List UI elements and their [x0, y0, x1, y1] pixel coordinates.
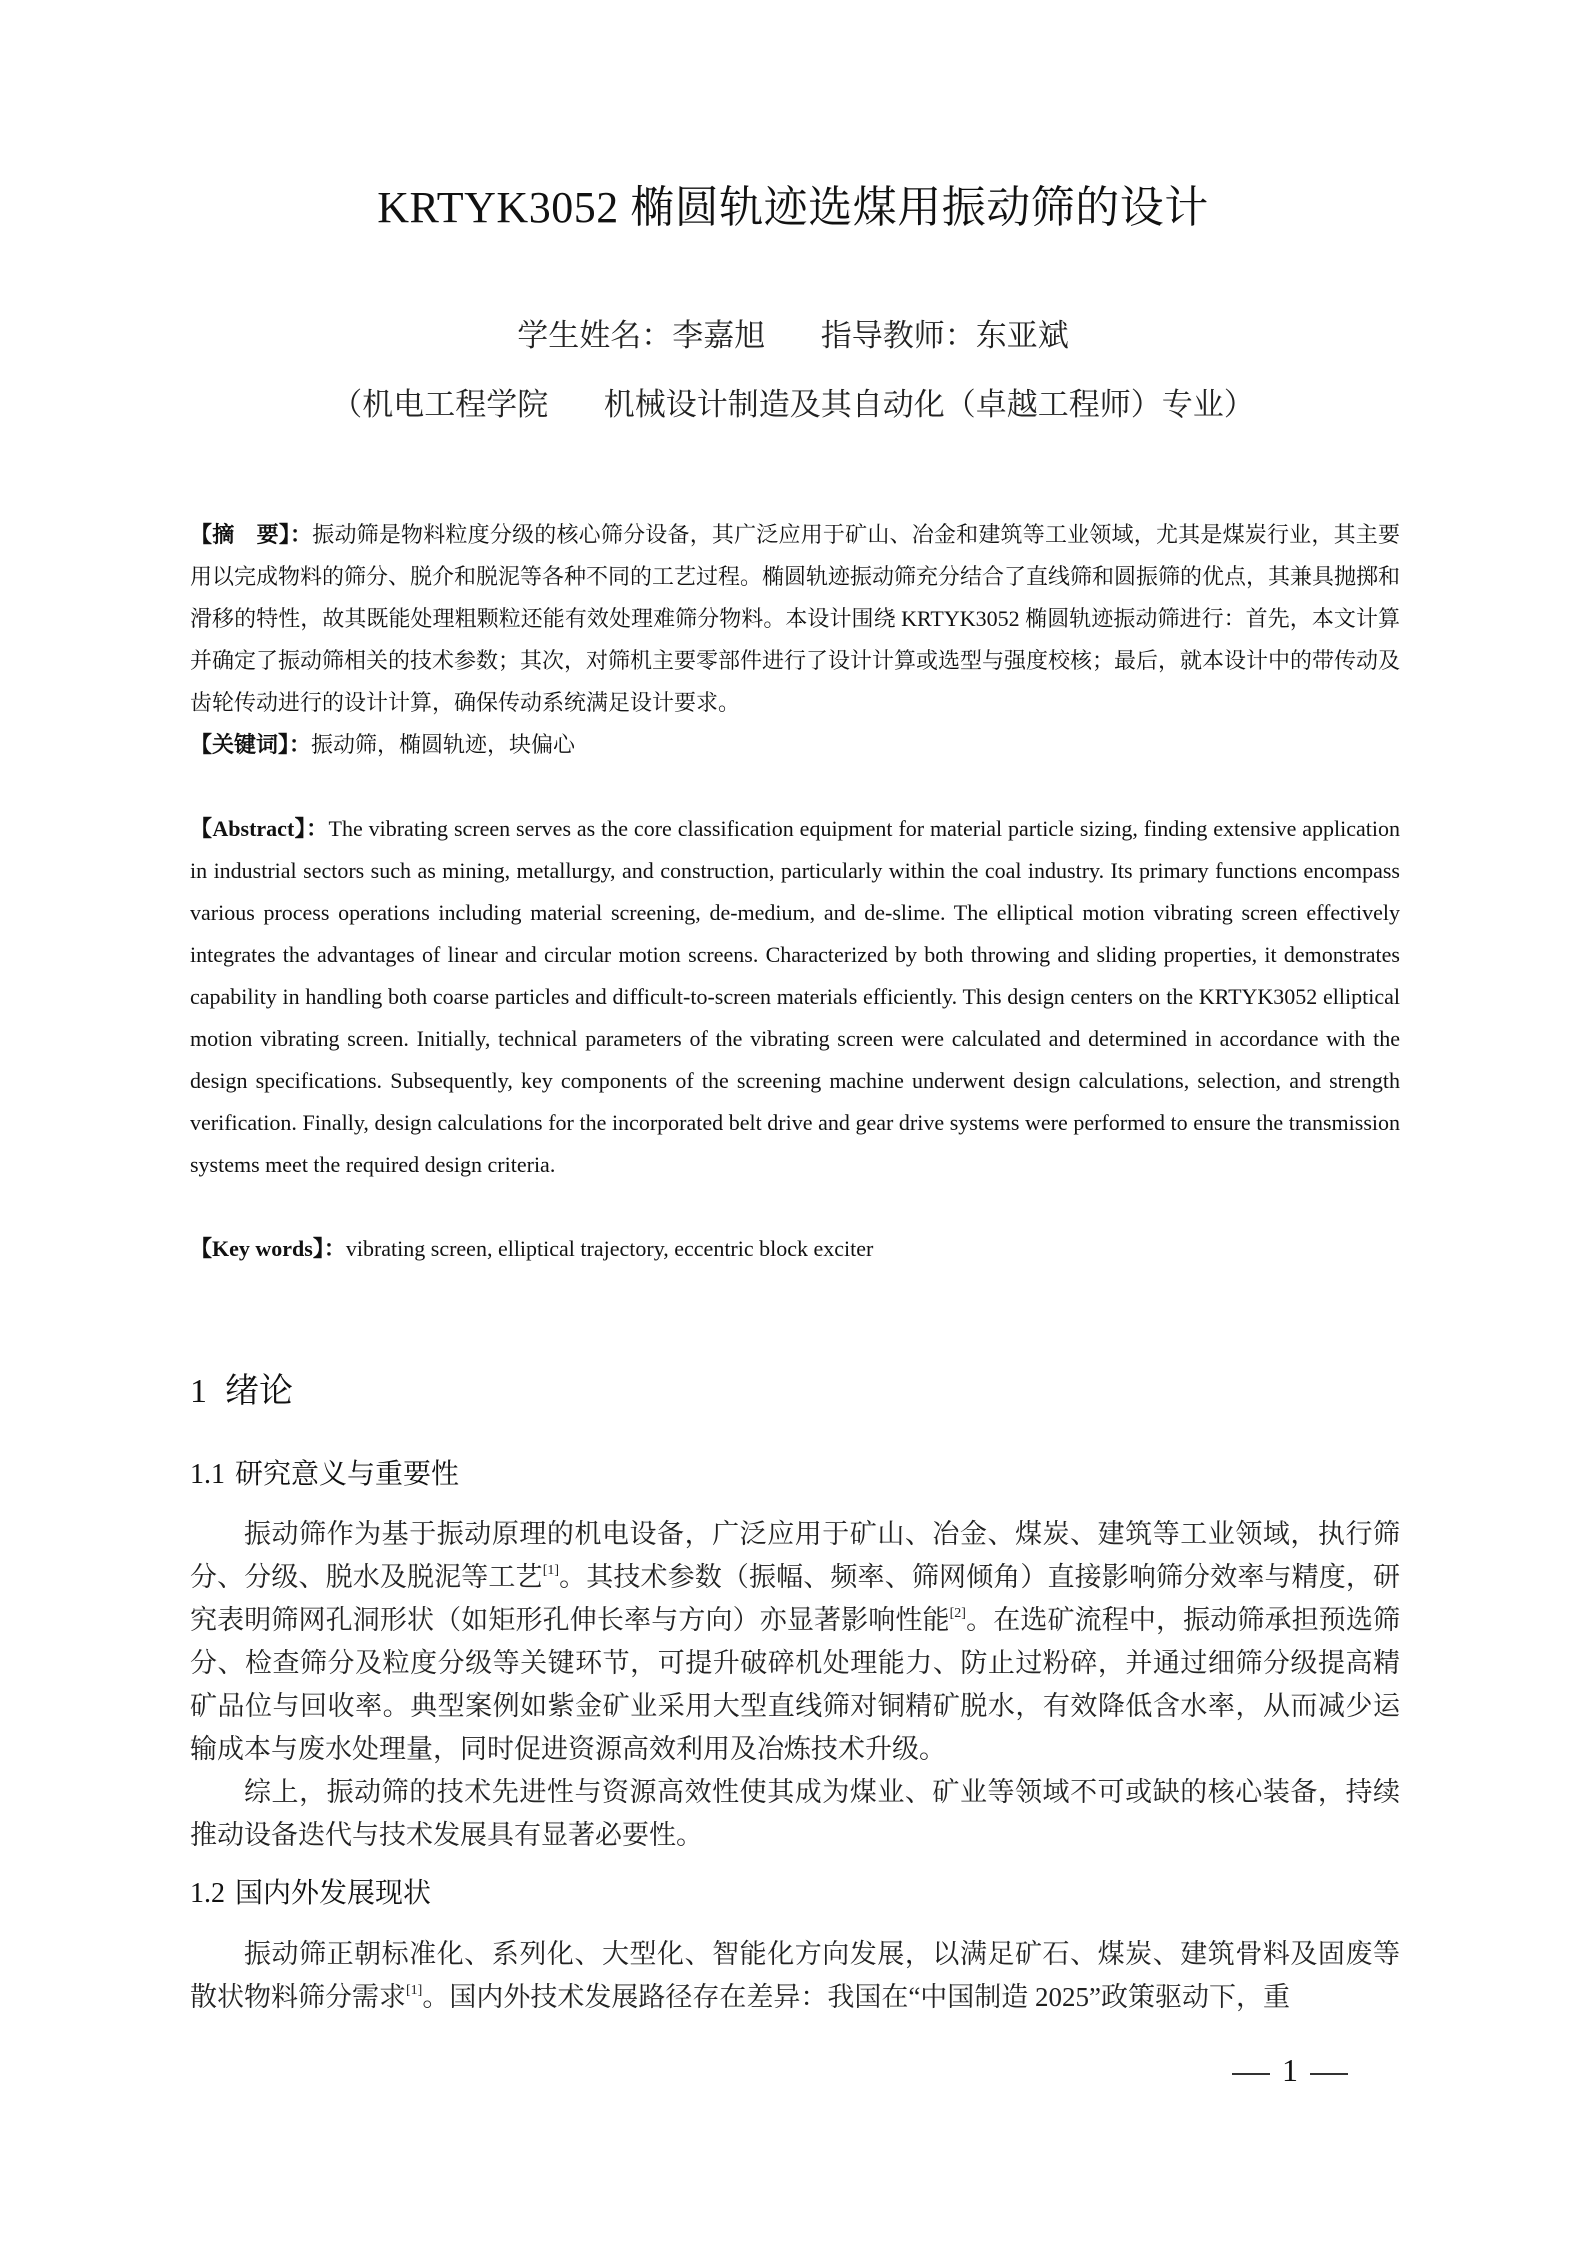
paragraph [190, 1513, 1400, 1771]
dash-decoration [1232, 2073, 1270, 2075]
page-number [1220, 2050, 1360, 2090]
paper-title: KRTYK3052 椭圆轨迹选煤用振动筛的设计 [377, 183, 1209, 232]
keywords-en-label: 【Key words】： [190, 1236, 346, 1261]
advisor-label: 指导教师： [820, 318, 976, 353]
citation[interactable]: [1] [542, 1563, 560, 1578]
paragraph-text: 振动筛正朝标准化、系列化、大型化、智能化方向发展，以满足矿石、煤炭、建筑骨料及固废等散状物料筛分需求 [190, 1939, 1400, 2012]
section-1-1-body [190, 1513, 1400, 1857]
paragraph-text: 。国内外技术发展路径存在差异：我国在“中国制造 2025”政策驱动下，重 [422, 1982, 1291, 2012]
page-number-value: 1 [1282, 2052, 1298, 2088]
keywords-cn-text: 振动筛，椭圆轨迹，块偏心 [311, 732, 576, 757]
college-name: （机电工程学院 [331, 387, 549, 422]
paragraph-text: 。其技术参数（振幅、频率、筛网倾角）直接影响筛分效率与精度，研究表明筛网孔洞形状（如矩形孔伸长率与方向）亦显著影响性能 [190, 1562, 1401, 1635]
section-number: 1.2 [190, 1878, 225, 1909]
major-name: 机械设计制造及其自动化（卓越工程师）专业） [603, 387, 1255, 422]
affiliation-line [0, 385, 1586, 425]
advisor-name: 东亚斌 [975, 318, 1069, 353]
paragraph [190, 1933, 1400, 2019]
section-title: 研究意义与重要性 [235, 1459, 460, 1490]
keywords-chinese [190, 724, 1400, 766]
section-number: 1 [190, 1373, 207, 1410]
dash-decoration [1310, 2073, 1348, 2075]
abstract-english [190, 808, 1400, 1186]
abstract-en-text: The vibrating screen serves as the core classification equipment for material particle sizing, finding extensive application in industrial sectors such as mining, metallurgy, and construction, particularly within the coal industry. Its primary functions encompass various process operations including material screening, de-medium, and de-slime. The elliptical motion vibrating screen effectively integrates the advantages of linear and circular motion screens. Characterized by both throwing and sliding properties, it demonstrates capability in handling both coarse particles and difficult-to-screen materials efficiently. This design centers on the KRTYK3052 elliptical motion vibrating screen. Initially, technical parameters of the vibrating screen were calculated and determined in accordance with the design specifications. Subsequently, key components of the screening machine underwent design calculations, selection, and strength verification. Finally, design calculations for the incorporated belt drive and gear drive systems were performed to ensure the transmission systems meet the required design criteria. [190, 816, 1400, 1177]
paragraph-text: 。在选矿流程中，振动筛承担预选筛分、检查筛分及粒度分级等关键环节，可提升破碎机处理能力、防止过粉碎，并通过细筛分级提高精矿品位与回收率。典型案例如紫金矿业采用大型直线筛对铜精矿脱水，有效降低含水率，从而减少运输成本与废水处理量，同时促进资源高效利用及冶炼技术升级。 [190, 1605, 1400, 1764]
section-title: 国内外发展现状 [235, 1878, 432, 1909]
section-heading-1 [190, 1370, 293, 1414]
section-heading-1-2 [190, 1875, 431, 1913]
abstract-chinese [190, 514, 1400, 724]
paragraph: 综上，振动筛的技术先进性与资源高效性使其成为煤业、矿业等领域不可或缺的核心装备，持续推动设备迭代与技术发展具有显著必要性。 [190, 1777, 1400, 1850]
keywords-english [190, 1228, 1400, 1270]
paragraph-text: 振动筛作为基于振动原理的机电设备，广泛应用于矿山、冶金、煤炭、建筑等工业领域，执行筛分、分级、脱水及脱泥等工艺 [190, 1519, 1400, 1592]
keywords-cn-label: 【关键词】： [190, 732, 312, 757]
section-title: 绪论 [225, 1373, 293, 1410]
keywords-en-text: vibrating screen, elliptical trajectory, eccentric block exciter [345, 1236, 874, 1261]
student-label: 学生姓名： [517, 318, 673, 353]
student-name: 李嘉旭 [672, 318, 766, 353]
section-heading-1-1 [190, 1456, 459, 1494]
section-1-2-body [190, 1933, 1400, 2019]
citation[interactable]: [2] [949, 1606, 966, 1621]
abstract-cn-label: 【摘 要】： [190, 522, 313, 547]
abstract-cn-text: 振动筛是物料粒度分级的核心筛分设备，其广泛应用于矿山、冶金和建筑等工业领域，尤其是煤炭行业，其主要用以完成物料的筛分、脱介和脱泥等各种不同的工艺过程。椭圆轨迹振动筛充分结合了直线筛和圆振筛的优点，其兼具抛掷和滑移的特性，故其既能处理粗颗粒还能有效处理难筛分物料。本设计围绕 KRTYK3052 椭圆轨迹振动筛进行：首先，本文计算并确定了振动筛相关的技术参数；其次，对筛机主要零部件进行了设计计算或选型与强度校核；最后，就本设计中的带传动及齿轮传动进行的设计计算，确保传动系统满足设计要求。 [190, 522, 1401, 715]
author-line [0, 316, 1586, 356]
abstract-en-label: 【Abstract】： [190, 816, 329, 841]
section-number: 1.1 [190, 1459, 225, 1490]
citation[interactable]: [1] [406, 1983, 423, 1998]
